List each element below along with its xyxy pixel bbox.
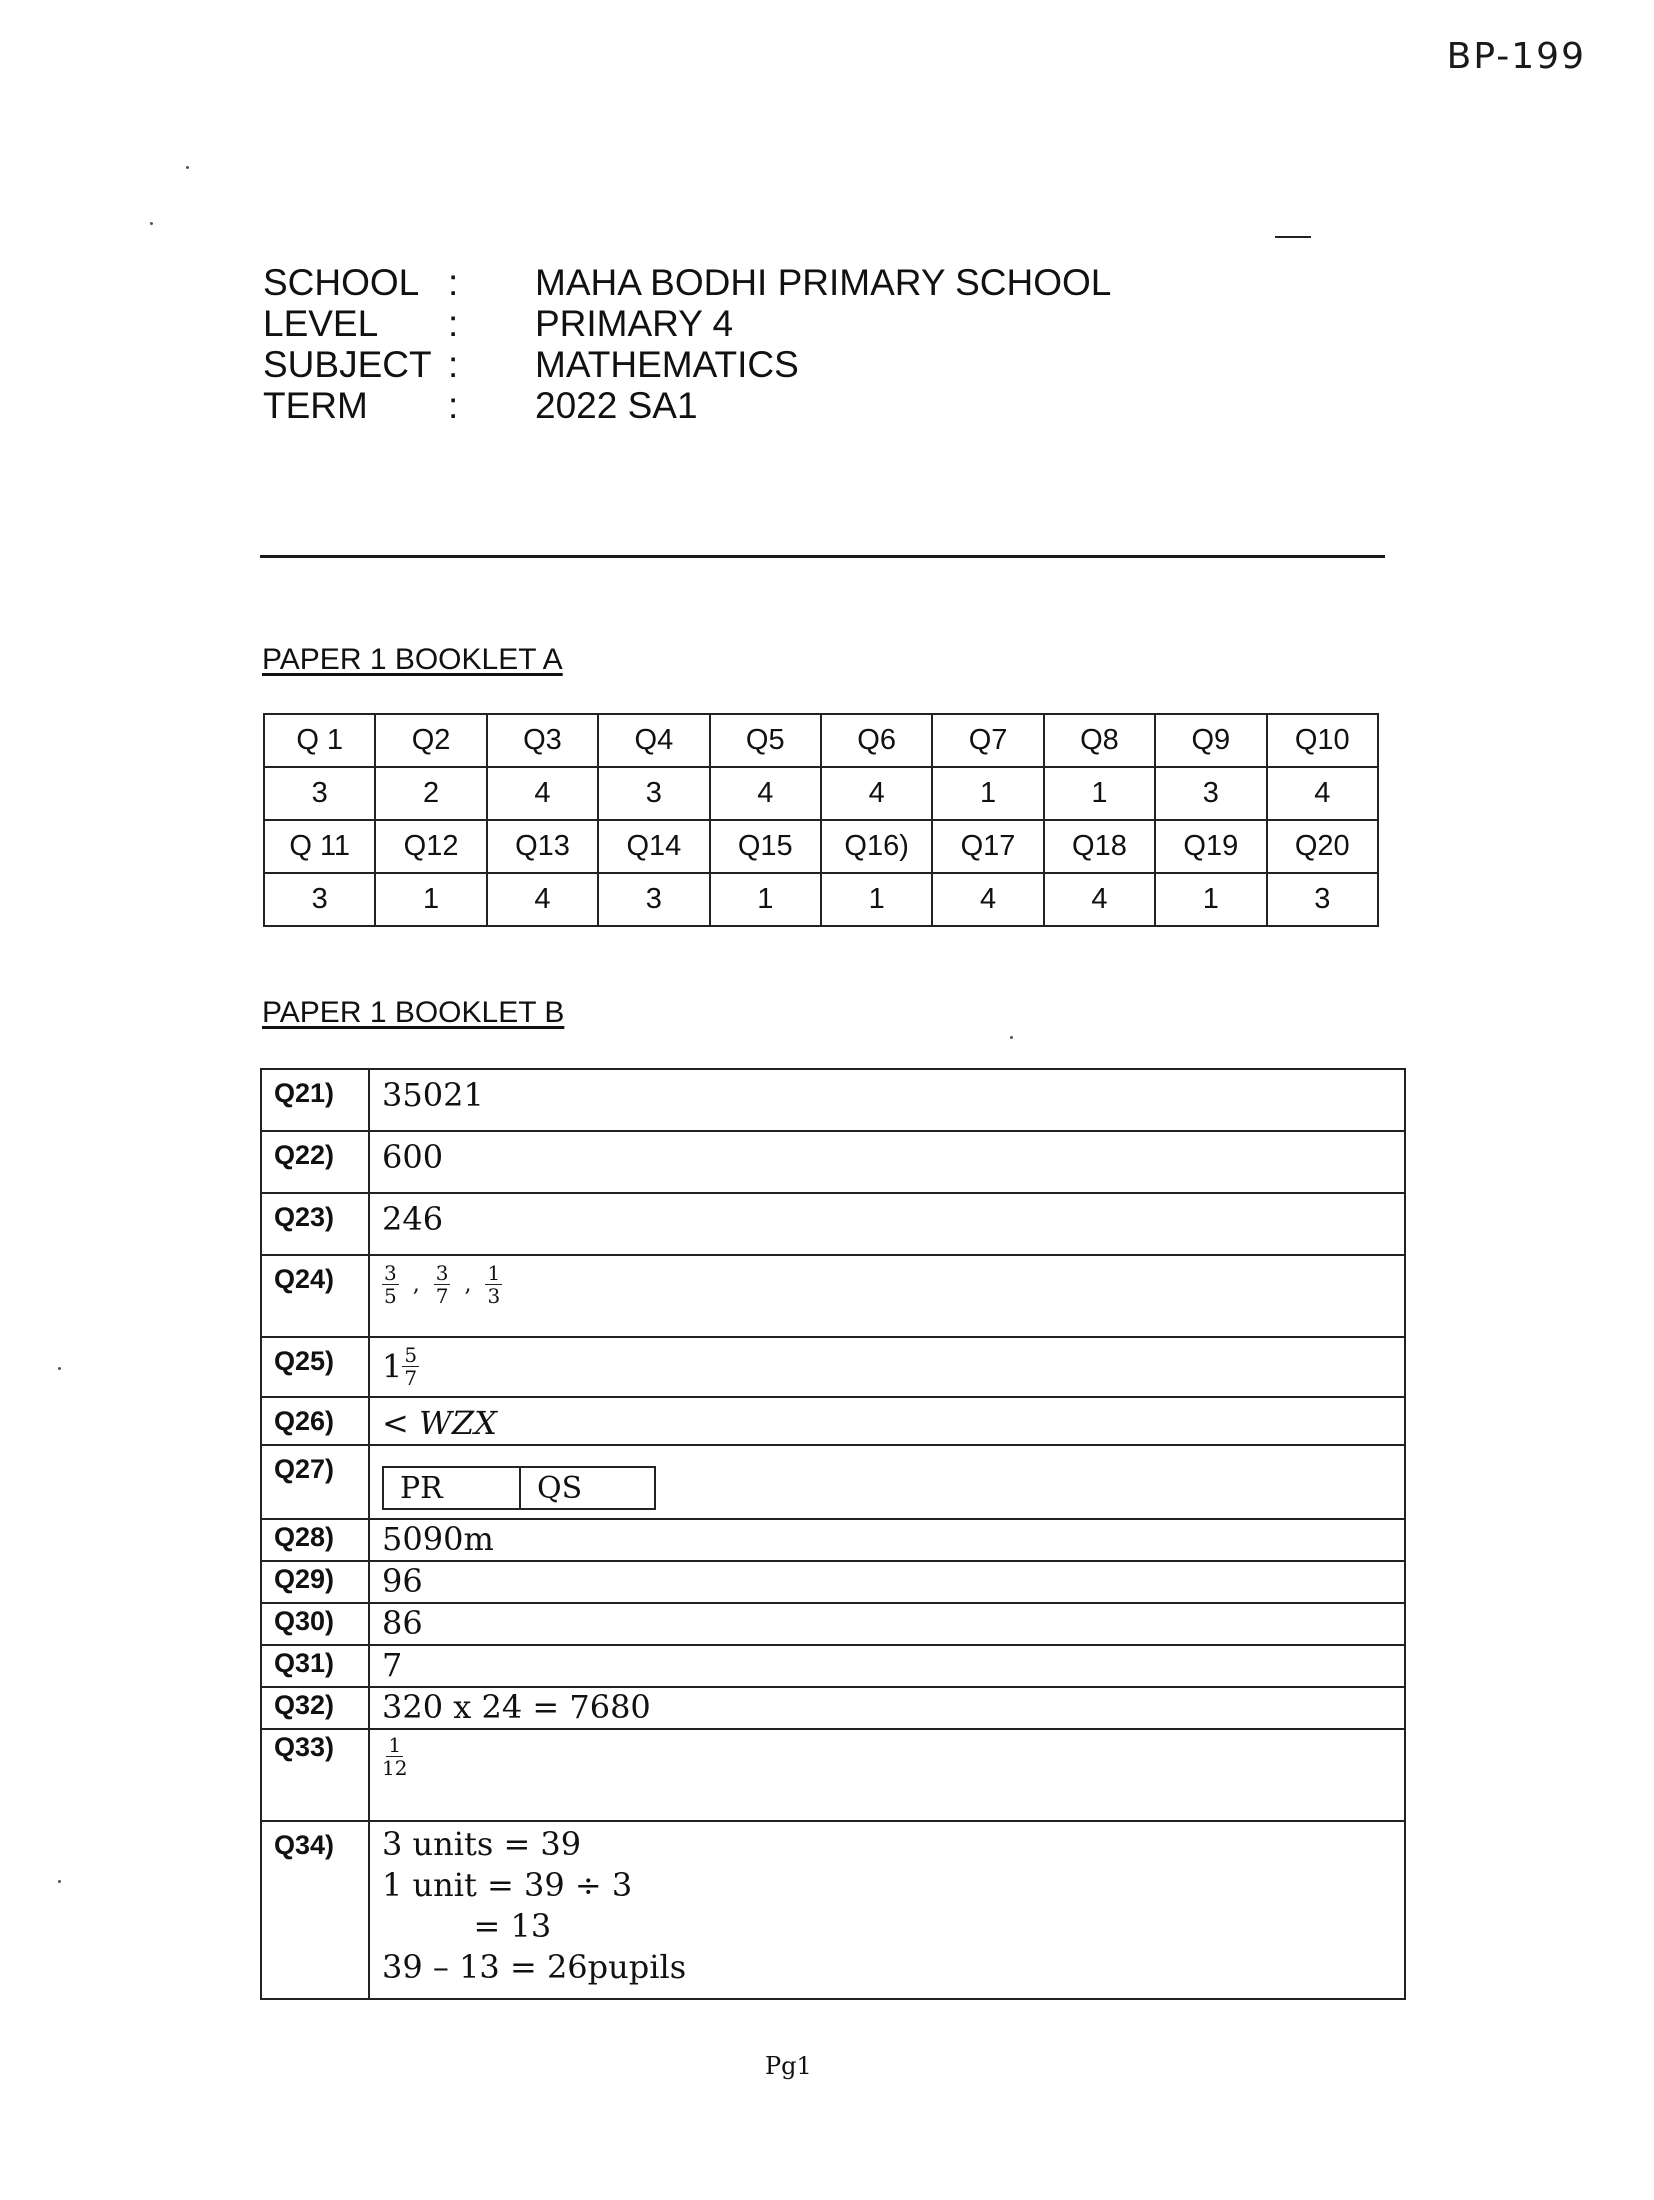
question-number: Q34) — [261, 1821, 369, 1999]
answer-cell: 1 — [710, 873, 821, 926]
header-label: LEVEL — [263, 303, 379, 344]
question-cell: Q14 — [598, 820, 709, 873]
question-number: Q23) — [261, 1193, 369, 1255]
header-row-subject — [263, 344, 1111, 385]
numerator: 3 — [435, 1261, 449, 1285]
question-cell: Q16) — [821, 820, 932, 873]
answer-row-q31 — [261, 1645, 1405, 1687]
header-colon: : — [448, 344, 459, 385]
header-value: 2022 SA1 — [535, 385, 698, 426]
answer-cell: 1 — [375, 873, 486, 926]
document-code: BP-199 — [1446, 36, 1586, 77]
question-number: Q24) — [261, 1255, 369, 1337]
answer — [369, 1337, 1405, 1397]
question-number: Q33) — [261, 1729, 369, 1821]
working-line: 1 unit = 39 ÷ 3 — [382, 1866, 633, 1904]
numerator: 1 — [487, 1261, 501, 1285]
question-number: Q25) — [261, 1337, 369, 1397]
answer-row-q25 — [261, 1337, 1405, 1397]
question-number: Q21) — [261, 1069, 369, 1131]
question-cell: Q19 — [1155, 820, 1266, 873]
answer-working — [369, 1821, 1405, 1999]
header-colon: : — [448, 385, 459, 426]
header-label: SCHOOL — [263, 262, 420, 303]
answer-cell: 4 — [821, 767, 932, 820]
answer-row-q24 — [261, 1255, 1405, 1337]
answer-cell: 3 — [1155, 767, 1266, 820]
question-row — [264, 714, 1378, 767]
header-row-level — [263, 303, 1111, 344]
question-number: Q28) — [261, 1519, 369, 1561]
page-number: Pg1 — [765, 2052, 812, 2080]
answer-row-q34 — [261, 1821, 1405, 1999]
answer: 96 — [369, 1561, 1405, 1603]
answer-cell: 4 — [1044, 873, 1155, 926]
stray-mark — [1275, 236, 1311, 238]
header-row-term — [263, 385, 1111, 426]
question-cell: Q10 — [1267, 714, 1378, 767]
answer-row-q30 — [261, 1603, 1405, 1645]
booklet-a-title: PAPER 1 BOOKLET A — [262, 643, 563, 676]
answer — [369, 1255, 1405, 1337]
fraction — [382, 1262, 399, 1307]
scan-speck — [58, 1367, 61, 1370]
working-line: 39 – 13 = 26pupils — [382, 1948, 687, 1986]
answer-boxes — [382, 1466, 656, 1510]
answer-row-q33 — [261, 1729, 1405, 1821]
question-cell: Q 1 — [264, 714, 375, 767]
denominator: 7 — [435, 1284, 449, 1308]
question-row — [264, 820, 1378, 873]
answer-cell: 3 — [1267, 873, 1378, 926]
numerator: 1 — [388, 1733, 402, 1757]
answer-row — [264, 873, 1378, 926]
answer-row-q29 — [261, 1561, 1405, 1603]
question-cell: Q 11 — [264, 820, 375, 873]
header-value: MAHA BODHI PRIMARY SCHOOL — [535, 262, 1112, 303]
separator: , — [412, 1272, 420, 1297]
answer: 600 — [369, 1131, 1405, 1193]
question-cell: Q5 — [710, 714, 821, 767]
answer: 86 — [369, 1603, 1405, 1645]
question-cell: Q20 — [1267, 820, 1378, 873]
answer — [369, 1729, 1405, 1821]
header-value: MATHEMATICS — [535, 344, 799, 385]
fraction — [382, 1734, 407, 1779]
answer-cell: 3 — [598, 873, 709, 926]
numerator: 3 — [384, 1261, 397, 1285]
answer-row — [264, 767, 1378, 820]
question-number: Q29) — [261, 1561, 369, 1603]
question-cell: Q9 — [1155, 714, 1266, 767]
question-cell: Q18 — [1044, 820, 1155, 873]
answer-cell: 4 — [1267, 767, 1378, 820]
question-cell: Q7 — [932, 714, 1043, 767]
question-number: Q26) — [261, 1397, 369, 1445]
question-cell: Q4 — [598, 714, 709, 767]
fraction — [434, 1262, 451, 1307]
answer-cell: 1 — [1155, 873, 1266, 926]
answer — [369, 1445, 1405, 1519]
question-number: Q22) — [261, 1131, 369, 1193]
question-cell: Q2 — [375, 714, 486, 767]
question-number: Q32) — [261, 1687, 369, 1729]
answer-cell: 1 — [821, 873, 932, 926]
answer: < WZX — [369, 1397, 1405, 1445]
header-divider — [260, 555, 1385, 558]
answer-cell: 1 — [932, 767, 1043, 820]
document-header — [263, 262, 1111, 426]
working-line: = 13 — [382, 1907, 552, 1945]
header-colon: : — [448, 303, 459, 344]
separator: , — [464, 1272, 472, 1297]
answer-cell: 4 — [710, 767, 821, 820]
answer-row-q21 — [261, 1069, 1405, 1131]
denominator: 3 — [487, 1284, 501, 1308]
question-cell: Q3 — [487, 714, 598, 767]
answer-cell: 4 — [932, 873, 1043, 926]
header-row-school — [263, 262, 1111, 303]
booklet-b-title: PAPER 1 BOOKLET B — [262, 996, 565, 1029]
booklet-a-table — [263, 713, 1379, 927]
answer-row-q22 — [261, 1131, 1405, 1193]
scan-speck — [150, 222, 153, 225]
working-line: 3 units = 39 — [382, 1825, 582, 1863]
answer-cell: 4 — [487, 767, 598, 820]
fraction — [402, 1344, 419, 1389]
header-label: SUBJECT — [263, 344, 432, 385]
answer: 320 x 24 = 7680 — [369, 1687, 1405, 1729]
answer-cell: 1 — [1044, 767, 1155, 820]
denominator: 7 — [404, 1366, 418, 1390]
answer-box: QS — [519, 1468, 654, 1508]
header-colon: : — [448, 262, 459, 303]
question-number: Q31) — [261, 1645, 369, 1687]
answer-row-q23 — [261, 1193, 1405, 1255]
denominator: 5 — [384, 1284, 397, 1308]
answer-row-q26 — [261, 1397, 1405, 1445]
header-value: PRIMARY 4 — [535, 303, 734, 344]
answer: 7 — [369, 1645, 1405, 1687]
answer-cell: 4 — [487, 873, 598, 926]
question-number: Q30) — [261, 1603, 369, 1645]
scan-speck — [58, 1880, 61, 1883]
question-cell: Q12 — [375, 820, 486, 873]
answer-row-q27 — [261, 1445, 1405, 1519]
booklet-b-table — [260, 1068, 1406, 2000]
question-cell: Q6 — [821, 714, 932, 767]
answer-cell: 3 — [264, 873, 375, 926]
scan-speck — [1010, 1036, 1013, 1039]
answer: 35021 — [369, 1069, 1405, 1131]
answer: 5090m — [369, 1519, 1405, 1561]
answer-row-q28 — [261, 1519, 1405, 1561]
answer-row-q32 — [261, 1687, 1405, 1729]
answer-cell: 3 — [264, 767, 375, 820]
question-cell: Q13 — [487, 820, 598, 873]
fraction — [485, 1262, 502, 1307]
question-number: Q27) — [261, 1445, 369, 1519]
question-cell: Q17 — [932, 820, 1043, 873]
question-cell: Q15 — [710, 820, 821, 873]
answer-cell: 3 — [598, 767, 709, 820]
answer: 246 — [369, 1193, 1405, 1255]
scan-speck — [186, 166, 189, 169]
whole-number: 1 — [382, 1347, 403, 1386]
header-label: TERM — [263, 385, 368, 426]
answer-box: PR — [400, 1471, 443, 1506]
denominator: 12 — [382, 1756, 408, 1780]
answer-cell: 2 — [375, 767, 486, 820]
numerator: 5 — [404, 1343, 418, 1367]
question-cell: Q8 — [1044, 714, 1155, 767]
